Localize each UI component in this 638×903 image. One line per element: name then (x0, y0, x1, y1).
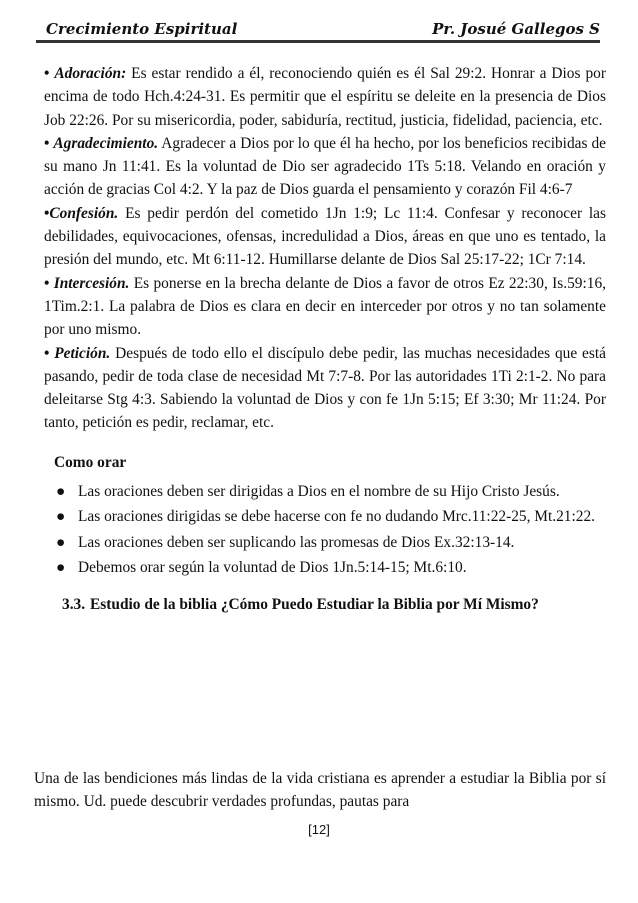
term-intercesion: Intercesión. (53, 274, 130, 292)
paragraph-peticion (44, 342, 606, 435)
como-orar-heading: Como orar (54, 453, 127, 471)
list-item-text: Las oraciones dirigidas se debe hacerse con fe no dudando Mrc.11:22-25, Mt.21:22. (78, 508, 596, 526)
paragraph-adoracion (44, 62, 606, 132)
final-paragraph: Una de las bendiciones más lindas de la vida cristiana es aprender a estudiar la Biblia por sí mismo. Ud. puede descubrir verdades profundas, pautas para (34, 770, 606, 811)
text-confesion: Es pedir perdón del cometido 1Jn 1:9; Lc 11:4. Confesar y reconocer las debilidades, equivocaciones, ofensas, incredulidad a Dios, áreas en que uno es tentado, la presión del mundo, etc. Mt 6:11-12. Humillarse delante de Dios Sal 25:17-22; 1Cr 7:14. (44, 204, 606, 269)
text-intercesion: Es ponerse en la brecha delante de Dios a favor de otros Ez 22:30, Is.59:16, 1Tim.2:1. La palabra de Dios es clara en decir en interceder por otros y no tan solamente por uno mismo. (44, 274, 606, 339)
text-adoracion: Es estar rendido a él, reconociendo quién es él Sal 29:2. Honrar a Dios por encima de todo Hch.4:24-31. Es permitir que el espíritu se deleite en la presencia de Dios Job 22:26. Por su misericordia, poder, sabiduría, rectitud, justicia, fidelidad, paciencia, etc. (44, 65, 606, 129)
bullet-icon: • (44, 134, 54, 152)
list-item-text: Las oraciones deben ser dirigidas a Dios en el nombre de su Hijo Cristo Jesús. (78, 483, 560, 501)
como-orar-list (52, 480, 606, 579)
term-adoracion: Adoración: (54, 65, 127, 82)
term-confesion: Confesión. (49, 204, 119, 222)
section-title: Estudio de la biblia ¿Cómo Puedo Estudiar la Biblia por Mí Mismo? (90, 596, 539, 614)
term-peticion: Petición. (54, 344, 111, 362)
paragraph-intercesion (44, 272, 606, 342)
list-item-text: Debemos orar según la voluntad de Dios 1Jn.5:14-15; Mt.6:10. (78, 558, 467, 576)
term-agradecimiento: Agradecimiento. (53, 134, 159, 152)
paragraph-agradecimiento (44, 132, 606, 202)
page-number: [12] (308, 822, 330, 837)
bullet-icon: • (44, 65, 55, 82)
header-author: Pr. Josué Gallegos S (432, 20, 600, 38)
page-header (36, 14, 600, 44)
section-number: 3.3. (62, 596, 86, 614)
list-item (52, 505, 606, 528)
bullet-icon: • (44, 274, 54, 292)
list-item (52, 531, 606, 554)
text-agradecimiento: Agradecer a Dios por lo que él ha hecho, por los beneficios recibidas de su mano Jn 11:41. Es la voluntad de Dio ser agradecido 1Ts 5:18. Velando en oración y acción de gracias Col 4:2. Y la paz de Dios guarda el pensamiento y corazón Fil 4:6-7 (44, 134, 606, 199)
list-item (52, 480, 606, 503)
text-peticion: Después de todo ello el discípulo debe pedir, las muchas necesidades que está pasando, pedir de toda clase de necesidad Mt 7:7-8. Por las autoridades 1Ti 2:1-2. No para deleitarse Stg 4:3. Sabiendo la voluntad de Dios y con fe 1Jn 5:15; Ef 3:30; Mr 11:24. Por tanto, petición es pedir, reclamar, etc. (44, 344, 606, 432)
section-heading (62, 593, 606, 616)
paragraph-confesion (44, 202, 606, 272)
list-item-text: Las oraciones deben ser suplicando las promesas de Dios Ex.32:13-14. (78, 533, 515, 551)
bullet-icon: • (44, 204, 50, 222)
bullet-icon: ● (56, 508, 66, 526)
header-title: Crecimiento Espiritual (46, 20, 238, 38)
list-item (52, 556, 606, 579)
bullet-icon: • (44, 344, 55, 362)
bullet-icon: ● (56, 533, 66, 551)
bullet-icon: ● (56, 483, 66, 501)
header-rule (36, 40, 600, 43)
document-body (44, 62, 606, 617)
bullet-icon: ● (56, 558, 66, 576)
